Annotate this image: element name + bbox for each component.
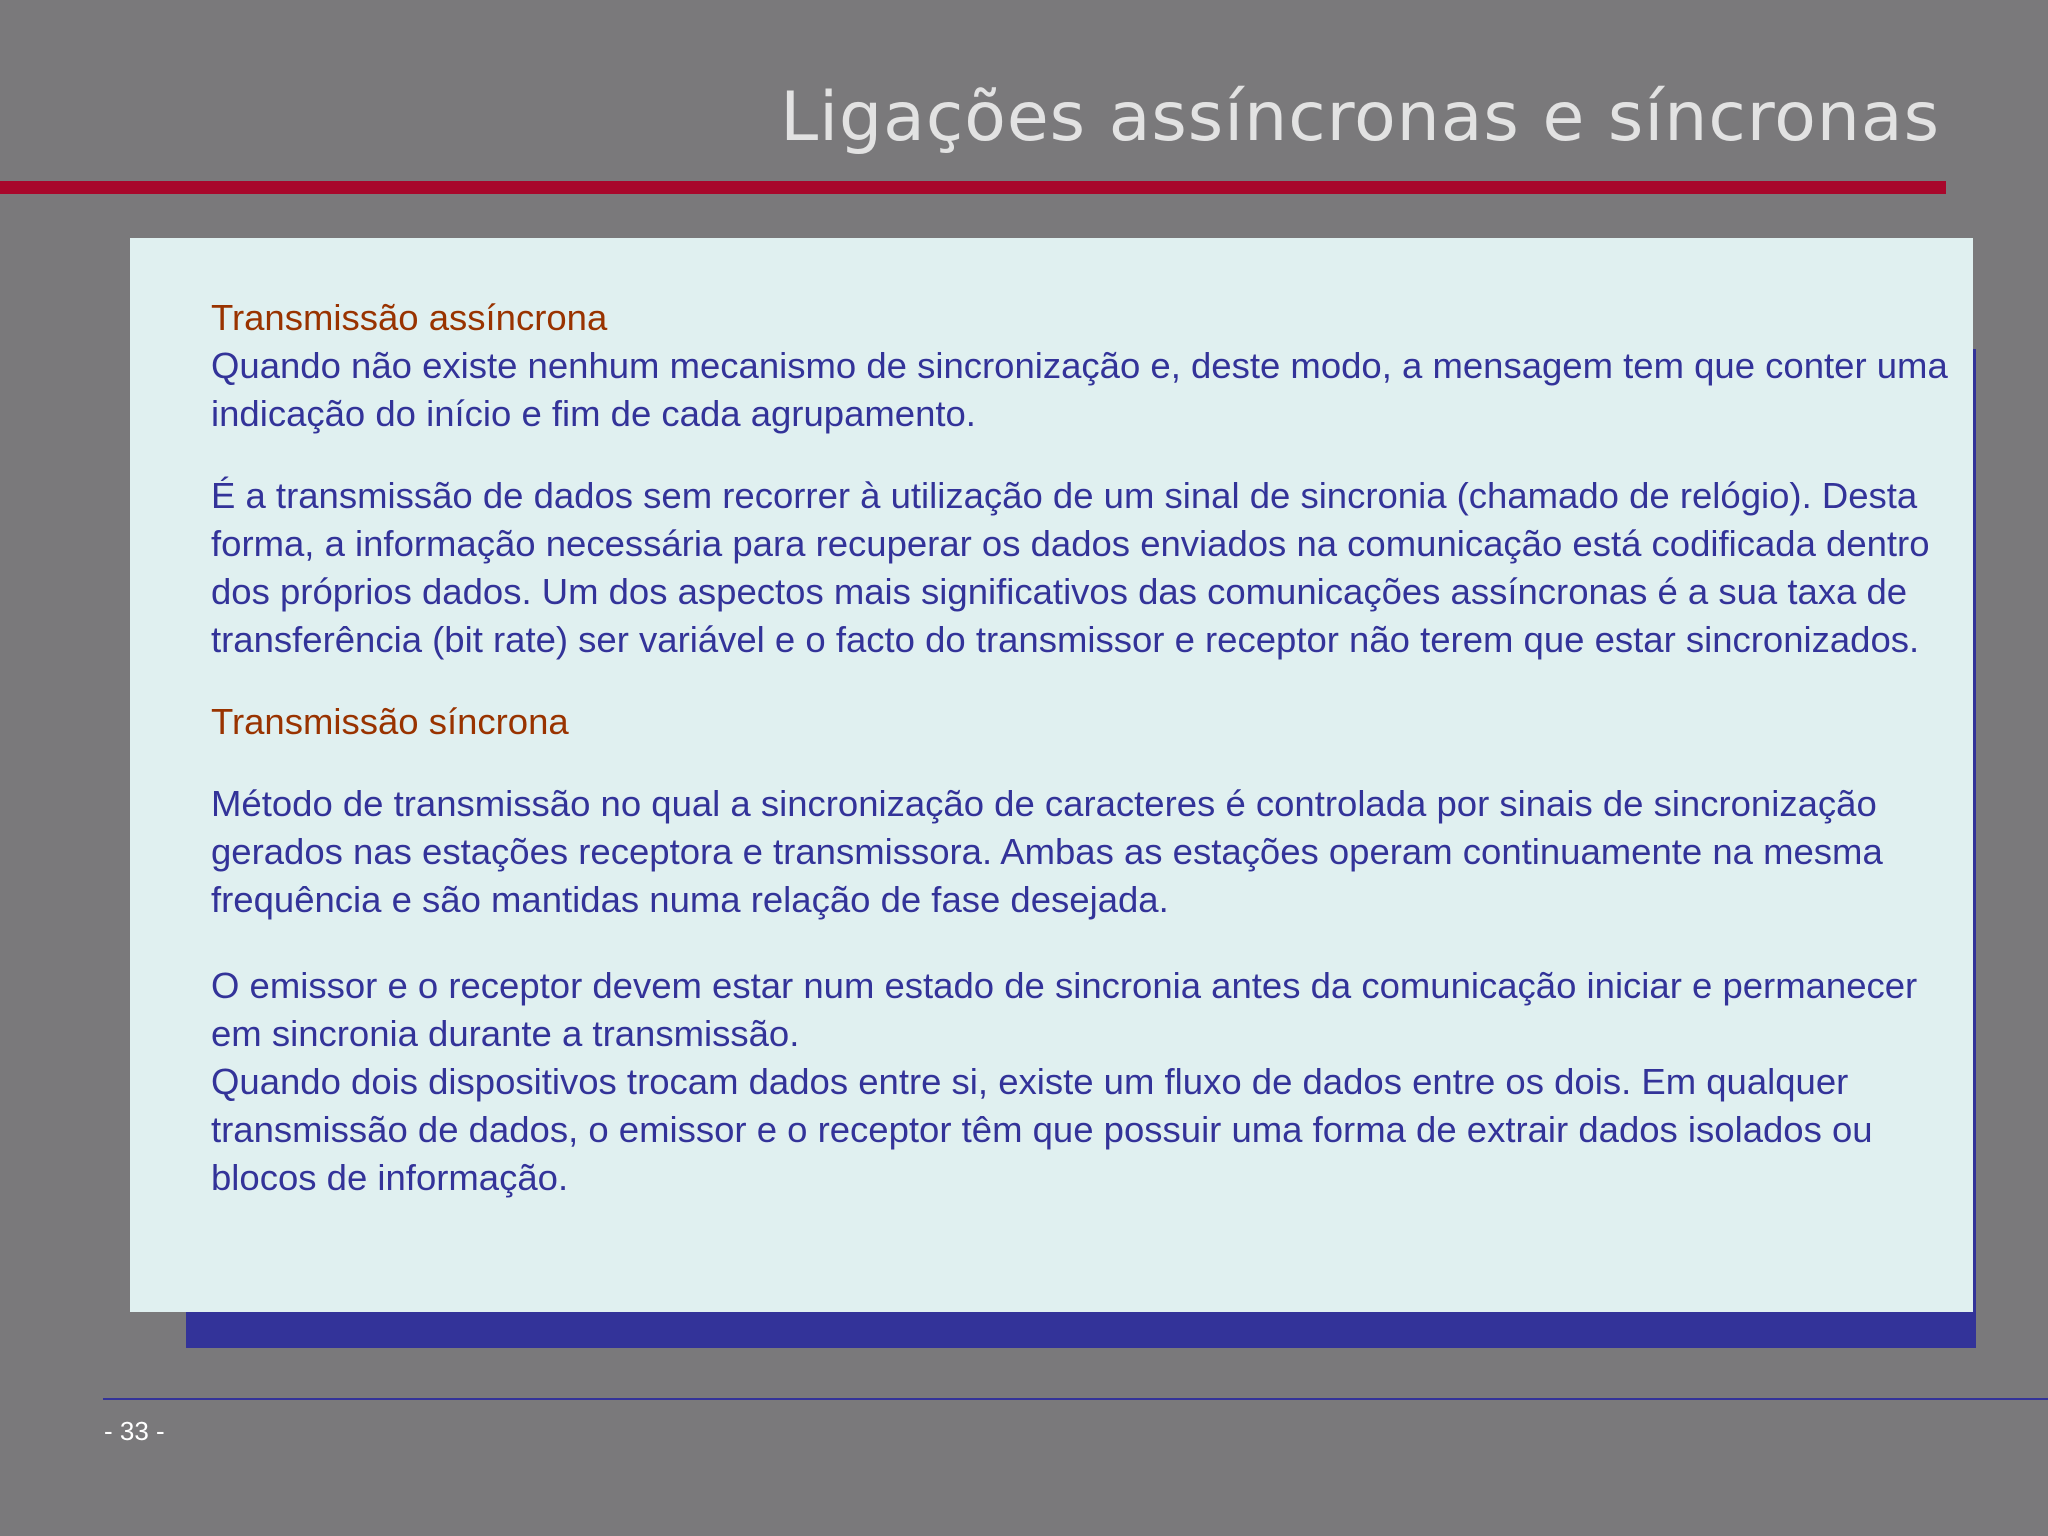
async-paragraph-1: Quando não existe nenhum mecanismo de sincronização e, deste modo, a mensagem tem que conter uma indicação do início e fim de cada agrupamento.: [211, 345, 1948, 434]
footer-divider: [103, 1398, 2048, 1400]
content-box: [130, 238, 1973, 1312]
sync-paragraph-3: Quando dois dispositivos trocam dados entre si, existe um fluxo de dados entre os dois. Em qualquer transmissão de dados, o emissor e o receptor têm que possuir uma forma de extrair dados isolados ou blocos de informação.: [211, 1061, 1873, 1198]
sync-paragraph-2: O emissor e o receptor devem estar num estado de sincronia antes da comunicação iniciar e permanecer em sincronia durante a transmissão.: [211, 965, 1918, 1054]
title-underline: [0, 181, 1946, 194]
content-text: [211, 294, 1973, 1202]
async-paragraph-2: É a transmissão de dados sem recorrer à utilização de um sinal de sincronia (chamado de relógio). Desta forma, a informação necessária para recuperar os dados enviados na comunicação está codificada dentro dos próprios dados. Um dos aspectos mais significativos das comunicações assíncronas é a sua taxa de transferência (bit rate) ser variável e o facto do transmissor e receptor não terem que estar sincronizados.: [211, 475, 1930, 660]
page-number: - 33 -: [104, 1416, 165, 1446]
async-heading: Transmissão assíncrona: [211, 297, 608, 338]
sync-paragraph-1: Método de transmissão no qual a sincronização de caracteres é controlada por sinais de sincronização gerados nas estações receptora e transmissora. Ambas as estações operam continuamente na mesma frequência e são mantidas numa relação de fase desejada.: [211, 783, 1883, 920]
slide-title: Ligações assíncronas e síncronas: [780, 78, 1940, 157]
sync-heading: Transmissão síncrona: [211, 701, 569, 742]
